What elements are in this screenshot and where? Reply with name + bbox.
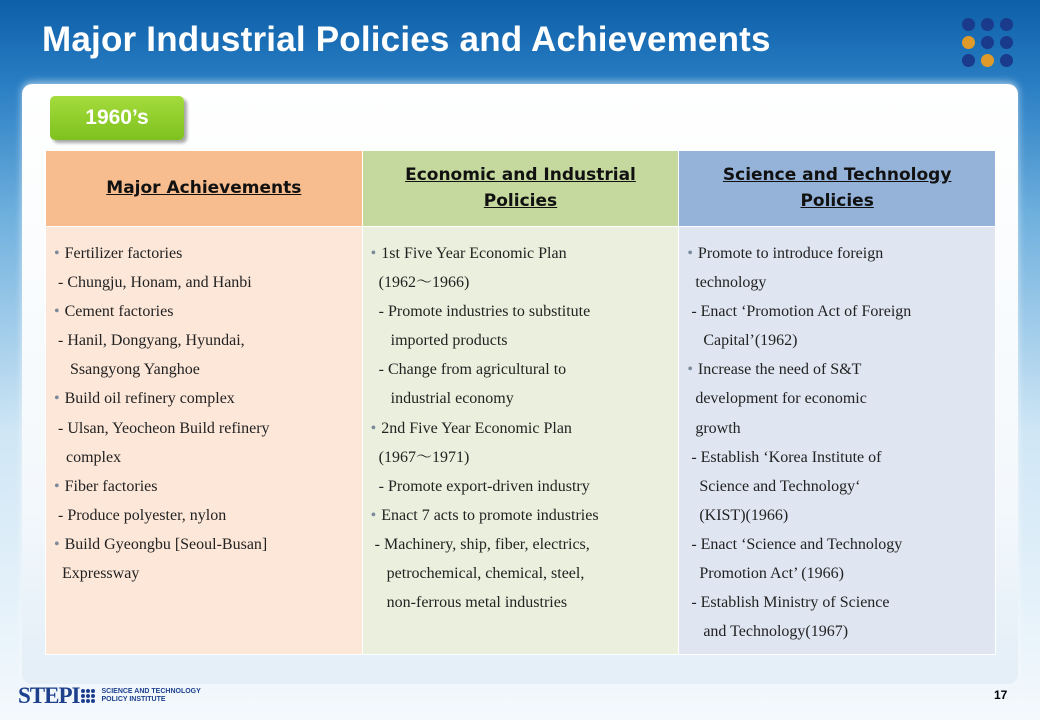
- dot-icon: [962, 18, 975, 31]
- list-item: (KIST)(1966): [687, 506, 789, 524]
- list-item: • Fertilizer factories: [54, 239, 354, 268]
- logo-wordmark: STEPI: [18, 683, 80, 708]
- list-item: • Enact 7 acts to promote industries: [371, 501, 671, 530]
- dot-icon: [1000, 54, 1013, 67]
- list-item: • Fiber factories: [54, 472, 354, 501]
- economic-policies-list: [371, 239, 671, 617]
- header-economic-industrial-policies: Economic and Industrial Policies: [362, 151, 679, 227]
- list-item: imported products: [370, 332, 508, 350]
- achievements-cell: [46, 227, 363, 655]
- table-row: [46, 227, 996, 655]
- list-item: • Cement factories: [54, 297, 354, 326]
- list-item: - Machinery, ship, fiber, electrics,: [370, 535, 590, 553]
- list-item: • Build oil refinery complex: [54, 384, 354, 413]
- decorative-dot-grid: [962, 18, 1013, 67]
- list-item: - Enact ‘Promotion Act of Foreign: [687, 303, 912, 321]
- slide-title: Major Industrial Policies and Achievements: [42, 20, 771, 59]
- list-item: petrochemical, chemical, steel,: [370, 565, 585, 583]
- list-item: technology: [687, 274, 767, 292]
- list-item: Ssangyong Yanghoe: [54, 361, 200, 379]
- table-header-row: [46, 151, 996, 227]
- dot-icon: [981, 36, 994, 49]
- list-item: - Hanil, Dongyang, Hyundai,: [54, 332, 245, 350]
- dot-icon: [981, 18, 994, 31]
- science-policies-list: [687, 239, 987, 646]
- list-item: growth: [687, 419, 741, 437]
- list-item: • 1st Five Year Economic Plan: [371, 239, 671, 268]
- policy-table: [45, 150, 996, 655]
- science-policies-cell: [679, 227, 996, 655]
- list-item: - Promote industries to substitute: [370, 303, 591, 321]
- list-item: complex: [54, 448, 122, 466]
- logo-institute-name: SCIENCE AND TECHNOLOGY POLICY INSTITUTE: [101, 688, 201, 703]
- list-item: (1962～1966): [370, 274, 470, 292]
- era-badge: 1960’s: [50, 96, 184, 140]
- achievements-list: [54, 239, 354, 588]
- list-item: industrial economy: [370, 390, 514, 408]
- list-item: - Ulsan, Yeocheon Build refinery: [54, 419, 270, 437]
- list-item: - Establish ‘Korea Institute of: [687, 448, 882, 466]
- list-item: development for economic: [687, 390, 867, 408]
- list-item: (1967～1971): [370, 448, 470, 466]
- list-item: non-ferrous metal industries: [370, 594, 568, 612]
- list-item: - Establish Ministry of Science: [687, 594, 890, 612]
- list-item: - Change from agricultural to: [370, 361, 567, 379]
- page-number: 17: [994, 688, 1008, 702]
- list-item: • 2nd Five Year Economic Plan: [371, 414, 671, 443]
- list-item: - Promote export-driven industry: [370, 477, 590, 495]
- header-major-achievements: Major Achievements: [46, 151, 363, 227]
- list-item: - Produce polyester, nylon: [54, 506, 227, 524]
- list-item: Capital’(1962): [687, 332, 798, 350]
- list-item: - Chungju, Honam, and Hanbi: [54, 274, 252, 292]
- list-item: and Technology(1967): [687, 623, 849, 641]
- header-science-technology-policies: Science and Technology Policies: [679, 151, 996, 227]
- logo-dots-icon: [81, 689, 95, 703]
- economic-policies-cell: [362, 227, 679, 655]
- list-item: • Increase the need of S&T: [687, 355, 987, 384]
- dot-icon: [981, 54, 994, 67]
- dot-icon: [962, 54, 975, 67]
- dot-icon: [1000, 18, 1013, 31]
- list-item: - Enact ‘Science and Technology: [687, 535, 903, 553]
- dot-icon: [1000, 36, 1013, 49]
- list-item: Expressway: [54, 565, 140, 583]
- stepi-logo: [18, 683, 201, 709]
- dot-icon: [962, 36, 975, 49]
- list-item: • Build Gyeongbu [Seoul-Busan]: [54, 530, 354, 559]
- list-item: Science and Technology‘: [687, 477, 861, 495]
- list-item: Promotion Act’ (1966): [687, 565, 844, 583]
- list-item: • Promote to introduce foreign: [687, 239, 987, 268]
